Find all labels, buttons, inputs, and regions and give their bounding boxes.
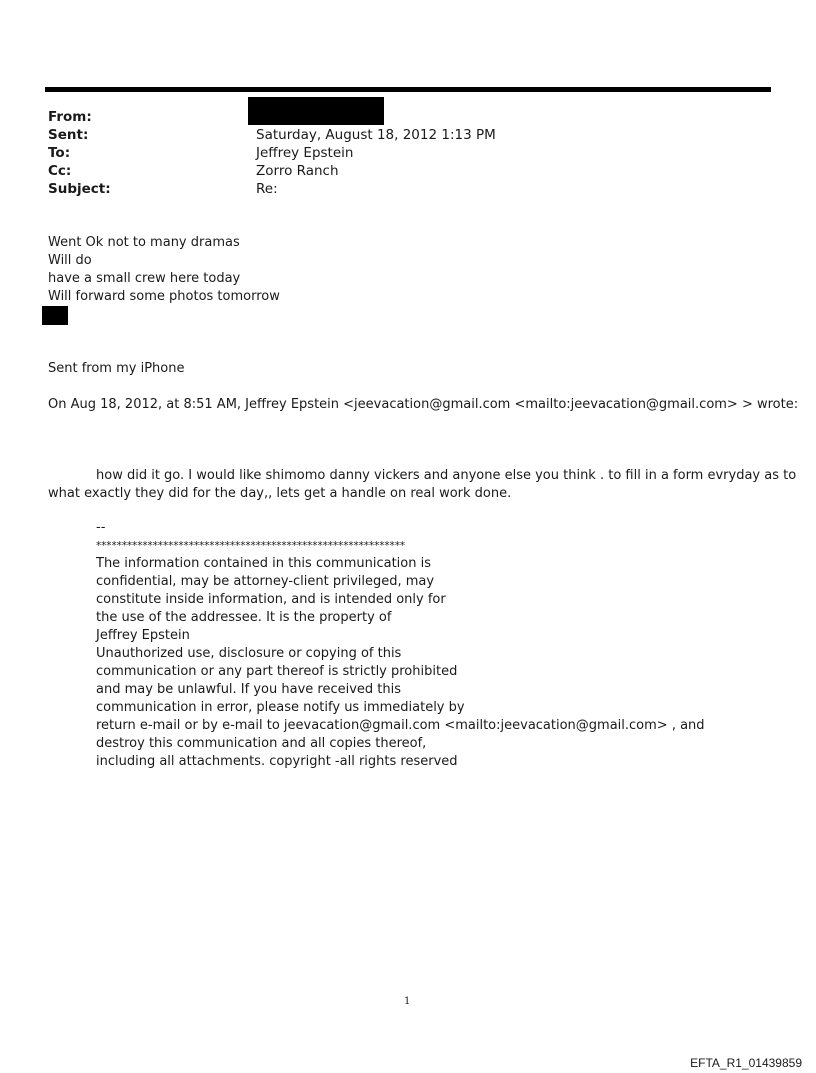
disclaimer-line: Unauthorized use, disclosure or copying of this: [96, 646, 402, 661]
sent-value: Saturday, August 18, 2012 1:13 PM: [256, 127, 496, 143]
reply-line: have a small crew here today: [48, 271, 241, 286]
disclaimer-line: constitute inside information, and is intended only for: [96, 592, 446, 607]
header-rule: [45, 87, 771, 92]
disclaimer-line: The information contained in this communication is: [96, 556, 431, 571]
reply-line: Will forward some photos tomorrow: [48, 289, 280, 304]
disclaimer-line: communication or any part thereof is strictly prohibited: [96, 664, 458, 679]
from-redaction: [248, 97, 384, 125]
quoted-body-line: how did it go. I would like shimomo danny vickers and anyone else you think . to fill in a form evryday as to: [96, 468, 797, 483]
disclaimer-line: including all attachments. copyright -all rights reserved: [96, 754, 458, 769]
cc-value: Zorro Ranch: [256, 163, 339, 179]
sent-label: Sent:: [48, 127, 89, 143]
to-value: Jeffrey Epstein: [256, 145, 354, 161]
disclaimer-line: the use of the addressee. It is the property of: [96, 610, 392, 625]
disclaimer-line: return e-mail or by e-mail to jeevacation@gmail.com <mailto:jeevacation@gmail.com> , and: [96, 718, 705, 733]
reply-line: Will do: [48, 253, 92, 268]
cc-label: Cc:: [48, 163, 72, 179]
subject-label: Subject:: [48, 181, 111, 197]
disclaimer-line: communication in error, please notify us immediately by: [96, 700, 465, 715]
quoted-body-line: what exactly they did for the day,, lets get a handle on real work done.: [48, 486, 512, 501]
disclaimer-dashes: --: [96, 520, 106, 535]
page-number: 1: [404, 996, 411, 1007]
disclaimer-line: and may be unlawful. If you have received this: [96, 682, 402, 697]
to-label: To:: [48, 145, 71, 161]
document-id: EFTA_R1_01439859: [690, 1056, 802, 1070]
signature-line: Sent from my iPhone: [48, 361, 185, 376]
disclaimer-line: Jeffrey Epstein: [96, 628, 190, 643]
subject-value: Re:: [256, 181, 278, 197]
disclaimer-stars: ************************************************************: [96, 540, 406, 552]
quote-attribution: On Aug 18, 2012, at 8:51 AM, Jeffrey Epstein <jeevacation@gmail.com <mailto:jeevacation@gmail.com> > wrote:: [48, 397, 799, 412]
from-label: From:: [48, 109, 92, 125]
sender-name-redaction: [42, 306, 68, 325]
disclaimer-line: destroy this communication and all copies thereof,: [96, 736, 427, 751]
disclaimer-line: confidential, may be attorney-client privileged, may: [96, 574, 435, 589]
reply-line: Went Ok not to many dramas: [48, 235, 240, 250]
